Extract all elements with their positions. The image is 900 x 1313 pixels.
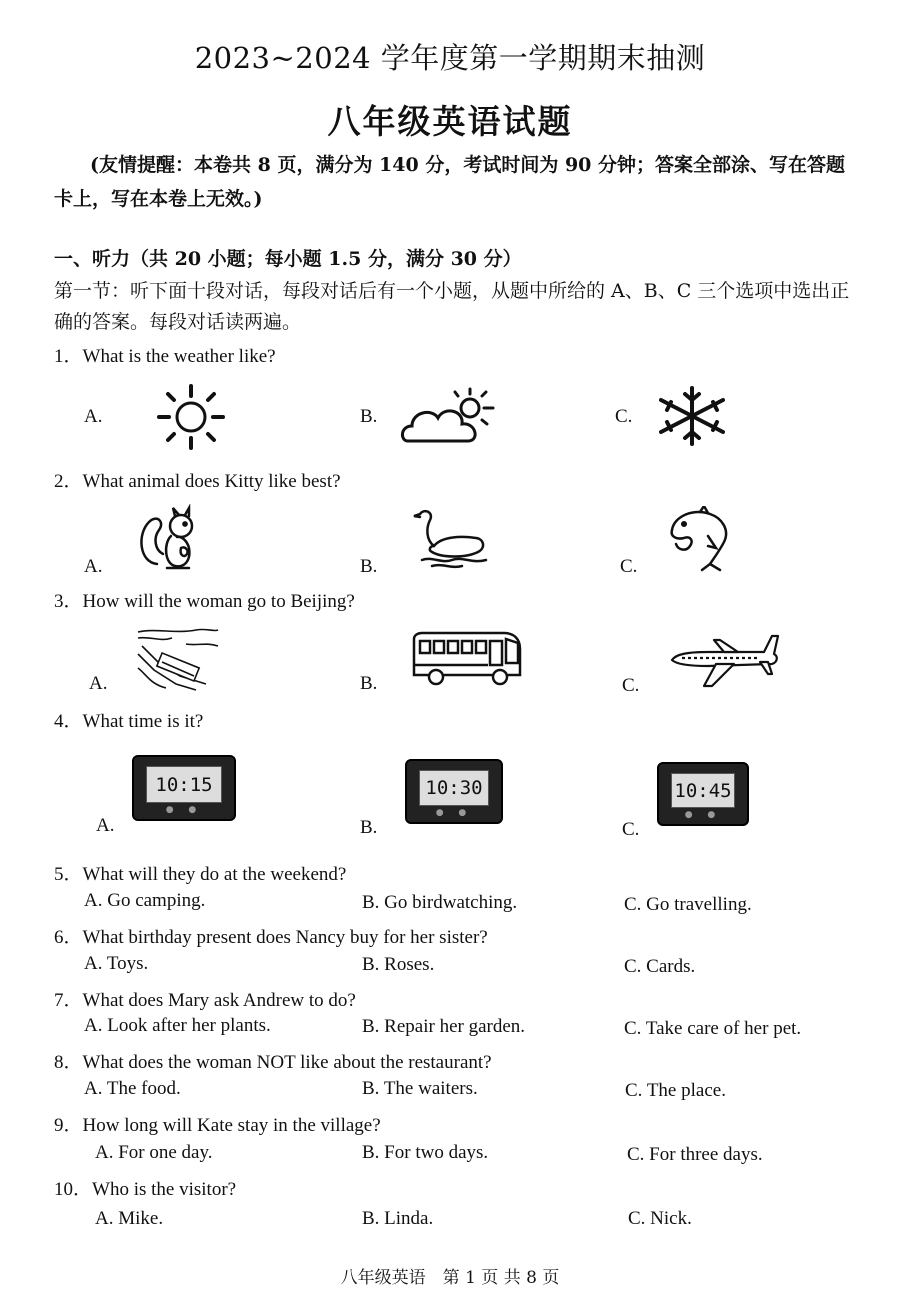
question-text: What does Mary ask Andrew to do? (82, 990, 356, 1011)
option-a: A. For one day. (95, 1142, 213, 1163)
exam-notice: (友情提醒：本卷共 8 页，满分为 140 分，考试时间为 90 分钟；答案全部涂、写在答题卡上，写在本卷上无效。) (54, 154, 846, 210)
page-footer: 八年级英语 第 1 页 共 8 页 (340, 1268, 560, 1288)
option-a: A. (96, 815, 115, 836)
question-number: 4． (54, 711, 83, 732)
swan-icon (412, 508, 494, 570)
question-text: What animal does Kitty like best? (82, 471, 341, 492)
option-b: B. Go birdwatching. (362, 892, 518, 913)
clock-buttons: ● ● (165, 805, 203, 815)
question-9 (54, 1110, 381, 1137)
exam-subtitle: 八年级英语试题 (327, 102, 573, 141)
option-b: B. Roses. (362, 954, 435, 975)
option-c: C. Go travelling. (624, 894, 752, 915)
question-5 (54, 859, 346, 886)
option-a: A. The food. (84, 1078, 181, 1099)
sun-icon (155, 384, 227, 450)
question-1 (54, 341, 276, 368)
question-3 (54, 586, 355, 613)
option-c: C. Cards. (624, 956, 696, 977)
option-c: C. The place. (625, 1080, 726, 1101)
question-number: 7． (54, 990, 83, 1011)
option-c: C. Take care of her pet. (624, 1018, 802, 1039)
option-c: C. (615, 406, 633, 427)
question-text: What is the weather like? (82, 346, 276, 367)
section-heading: 一、听力（共 20 小题；每小题 1.5 分，满分 30 分） (54, 248, 522, 270)
option-b: B. The waiters. (362, 1078, 478, 1099)
option-c: C. (622, 819, 640, 840)
clock-buttons: ● ● (435, 808, 473, 818)
digital-clock-a (132, 755, 236, 821)
question-number: 5． (54, 864, 83, 885)
question-2 (54, 466, 341, 493)
option-a: A. Go camping. (84, 890, 206, 911)
question-text: How will the woman go to Beijing? (82, 591, 355, 612)
option-b: B. (360, 673, 378, 694)
question-text: What does the woman NOT like about the restaurant? (82, 1052, 492, 1073)
train-icon (136, 624, 220, 692)
question-4 (54, 706, 203, 733)
dolphin-icon (664, 506, 736, 574)
digital-clock-c (657, 762, 749, 826)
clock-display: 10:45 (671, 773, 735, 808)
option-b: B. Linda. (362, 1208, 434, 1229)
bus-icon (410, 629, 524, 689)
option-a: A. Mike. (95, 1208, 164, 1229)
question-number: 10． (54, 1179, 93, 1200)
clock-buttons: ● ● (684, 810, 722, 820)
option-a: A. (84, 556, 103, 577)
option-c: C. (622, 675, 640, 696)
snowflake-icon (655, 386, 729, 446)
squirrel-icon (137, 504, 203, 574)
clock-display: 10:15 (146, 766, 222, 803)
question-7 (54, 985, 356, 1012)
plane-icon (668, 630, 780, 690)
question-10 (54, 1174, 236, 1201)
question-number: 3． (54, 591, 83, 612)
option-b: B. (360, 406, 378, 427)
question-number: 9． (54, 1115, 83, 1136)
exam-title: 2023~2024 学年度第一学期期末抽测 (194, 41, 706, 75)
option-b: B. (360, 817, 378, 838)
option-c: C. Nick. (628, 1208, 692, 1229)
option-a: A. (89, 673, 108, 694)
option-a: A. Toys. (84, 953, 149, 974)
question-text: What time is it? (82, 711, 204, 732)
question-number: 2． (54, 471, 83, 492)
cloud-sun-icon (398, 386, 500, 446)
section-instruction: 第一节：听下面十段对话，每段对话后有一个小题，从题中所给的 A、B、C 三个选项中选出正确的答案。每段对话读两遍。 (54, 280, 850, 333)
question-6 (54, 922, 488, 949)
question-text: What will they do at the weekend? (82, 864, 347, 885)
option-c: C. For three days. (627, 1144, 763, 1165)
question-number: 6． (54, 927, 83, 948)
question-8 (54, 1047, 492, 1074)
clock-display: 10:30 (419, 770, 489, 806)
option-a: A. Look after her plants. (84, 1015, 271, 1036)
option-a: A. (84, 406, 103, 427)
question-text: Who is the visitor? (92, 1179, 237, 1200)
option-c: C. (620, 556, 638, 577)
option-b: B. Repair her garden. (362, 1016, 526, 1037)
question-text: What birthday present does Nancy buy for her sister? (82, 927, 488, 948)
digital-clock-b (405, 759, 503, 824)
question-number: 8． (54, 1052, 83, 1073)
option-b: B. (360, 556, 378, 577)
question-text: How long will Kate stay in the village? (82, 1115, 381, 1136)
question-number: 1． (54, 346, 83, 367)
option-b: B. For two days. (362, 1142, 489, 1163)
